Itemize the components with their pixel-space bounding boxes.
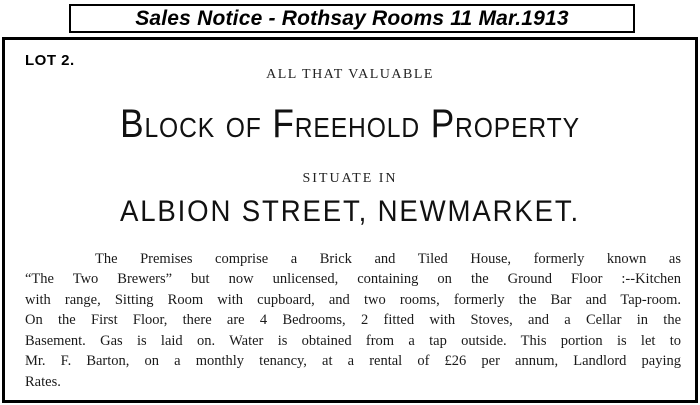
sales-notice bbox=[2, 37, 698, 403]
description-line-2: “The Two Brewers” but now unlicensed, containing on the Ground Floor :--Kitchen bbox=[25, 271, 681, 287]
description-line-7: Rates. bbox=[25, 374, 61, 390]
description-line-3: with range, Sitting Room with cupboard, and two rooms, formerly the Bar and Tap-room. bbox=[25, 292, 681, 308]
lot-number: LOT 2. bbox=[25, 52, 75, 69]
description-line-4: On the First Floor, there are 4 Bedrooms, 2 fitted with Stoves, and a Cellar in the bbox=[25, 312, 681, 328]
street-address: ALBION STREET, NEWMARKET. bbox=[119, 195, 581, 228]
description-line-1: The Premises comprise a Brick and Tiled House, formerly known as bbox=[95, 251, 681, 267]
description-line-6: Mr. F. Barton, on a monthly tenancy, at a rental of £26 per annum, Landlord paying bbox=[25, 353, 681, 369]
description-line-5: Basement. Gas is laid on. Water is obtained from a tap outside. This portion is let to bbox=[25, 333, 681, 349]
page-title: Sales Notice - Rothsay Rooms 11 Mar.1913 bbox=[135, 6, 569, 30]
intro-text: ALL THAT VALUABLE bbox=[266, 67, 434, 82]
title-banner bbox=[69, 4, 635, 33]
situate-text: SITUATE IN bbox=[302, 171, 398, 186]
headline: Block of Freehold Property bbox=[120, 102, 580, 146]
